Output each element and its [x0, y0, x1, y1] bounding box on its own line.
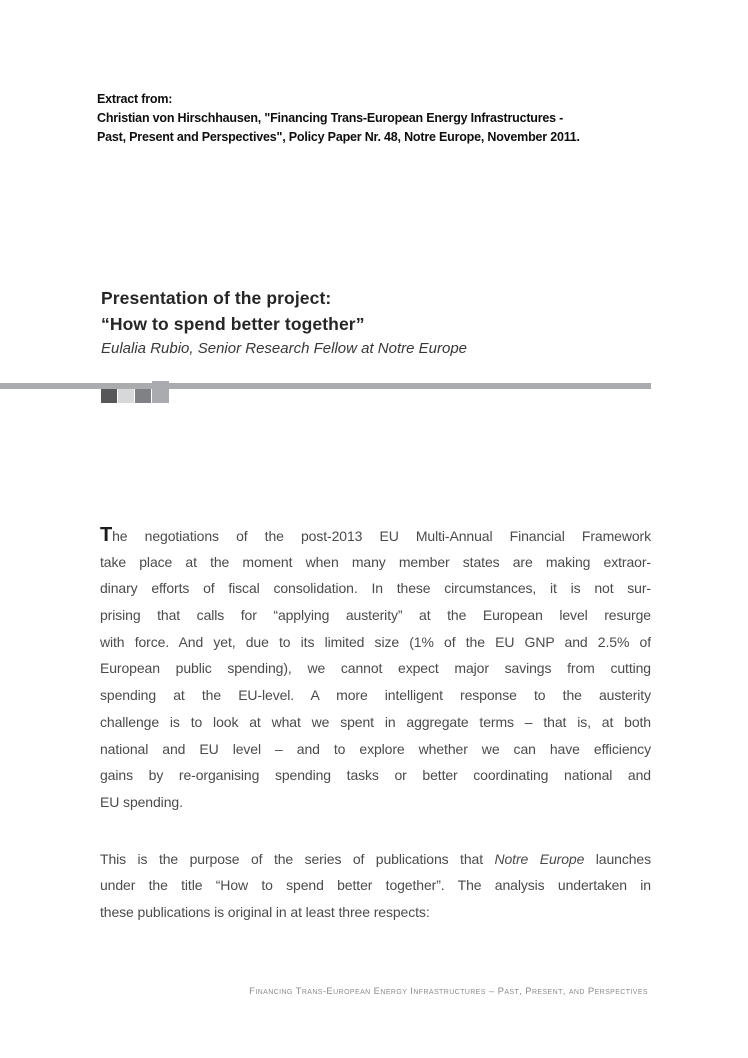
paragraph-1-line: challenge is to look at what we spent in aggregate terms – that is, at both — [100, 713, 651, 730]
running-footer: Financing Trans-European Energy Infrastructures – Past, Present, and Perspectives — [249, 986, 648, 997]
paragraph-2-line-1-pre: This is the purpose of the series of publications that — [100, 850, 495, 867]
page-title-line-1: Presentation of the project: — [101, 288, 332, 308]
body-text — [100, 522, 651, 926]
decorative-square-medium — [135, 389, 151, 403]
paragraph-1-line — [100, 522, 651, 549]
extract-line-2: Christian von Hirschhausen, "Financing Trans-European Energy Infrastructures - — [97, 111, 564, 125]
decorative-square-silver — [152, 381, 169, 403]
paragraph-2 — [100, 846, 651, 926]
paragraph-1-line: take place at the moment when many member states are making extraor- — [100, 553, 651, 570]
page-title — [101, 285, 646, 337]
paragraph-1-line: prising that calls for “applying austerity” at the European level resurge — [100, 607, 651, 624]
paragraph-2-line — [100, 846, 651, 873]
extract-line-1: Extract from: — [97, 92, 173, 106]
paragraph-2-line: under the title “How to spend better together”. The analysis undertaken in — [100, 877, 651, 894]
publication-name-italic: Notre Europe — [494, 850, 585, 867]
paragraph-2-line: these publications is original in at least three respects: — [100, 903, 430, 920]
decorative-square-dark — [101, 389, 117, 403]
divider-bar — [0, 383, 651, 389]
page-title-line-2: “How to spend better together” — [101, 314, 365, 334]
paragraph-1-line: national and EU level – and to explore whether we can have efficiency — [100, 740, 651, 757]
paragraph-2-line-1-post: launches — [584, 850, 651, 867]
paragraph-1-line-1-text: he negotiations of the post-2013 EU Multi-Annual Financial Framework — [112, 528, 651, 544]
author-subtitle: Eulalia Rubio, Senior Research Fellow at Notre Europe — [101, 340, 468, 357]
paragraph-1-line: EU spending. — [100, 793, 183, 810]
paragraph-1-line: European public spending), we cannot expect major savings from cutting — [100, 660, 651, 677]
paragraph-1-line: dinary efforts of fiscal consolidation. In these circumstances, it is not sur- — [100, 580, 651, 597]
paragraph-1 — [100, 522, 651, 816]
paragraph-1-line: gains by re-organising spending tasks or better coordinating national and — [100, 767, 651, 784]
paragraph-1-line: with force. And yet, due to its limited size (1% of the EU GNP and 2.5% of — [100, 633, 651, 650]
paragraph-1-line: spending at the EU-level. A more intelligent response to the austerity — [100, 687, 651, 704]
extract-line-3: Past, Present and Perspectives", Policy Paper Nr. 48, Notre Europe, November 2011. — [97, 130, 580, 144]
dropcap-initial: T — [100, 524, 113, 546]
extract-citation — [97, 90, 642, 147]
decorative-square-light — [118, 389, 134, 403]
